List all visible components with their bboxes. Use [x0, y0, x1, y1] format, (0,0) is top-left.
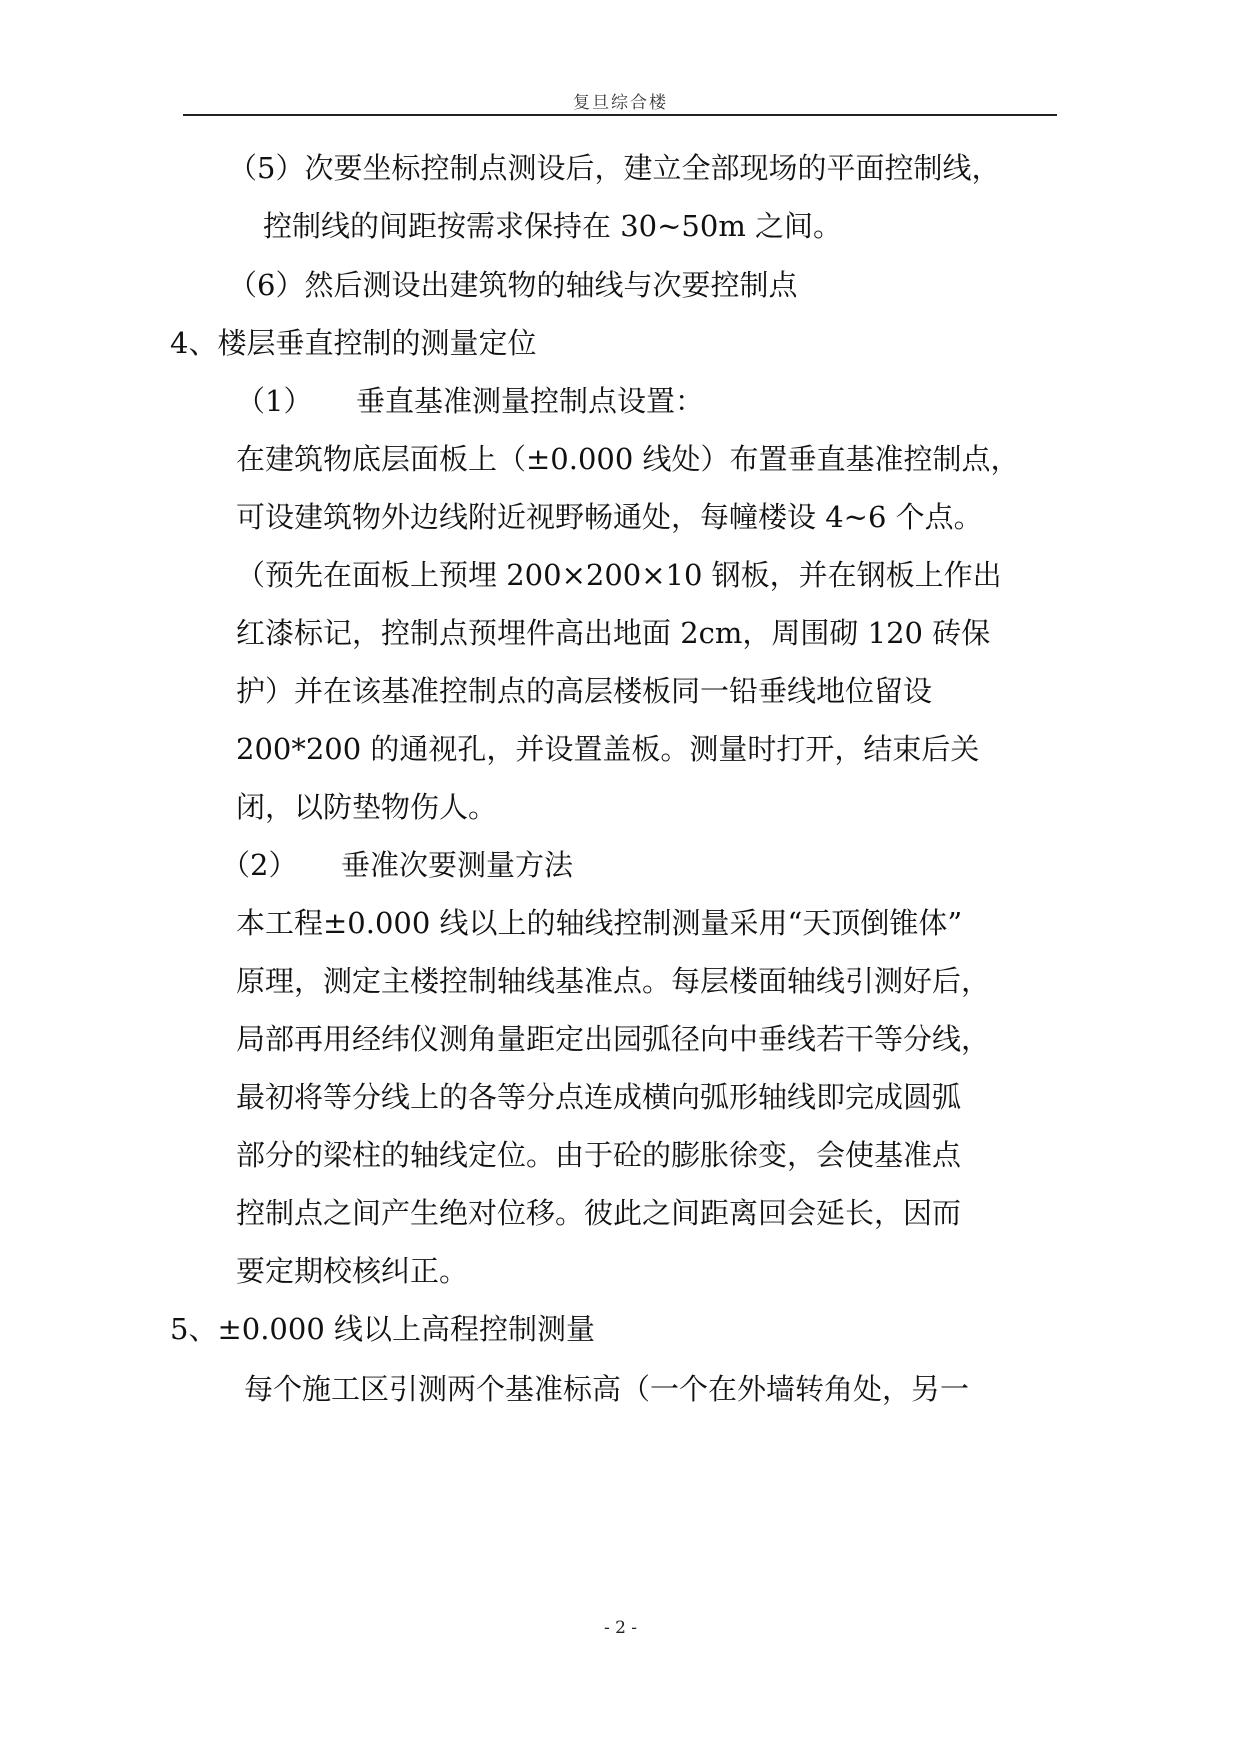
subsection-2-paragraph-line: 原理，测定主楼控制轴线基准点。每层楼面轴线引测好后，: [236, 964, 991, 998]
subsection-2-paragraph-line: 最初将等分线上的各等分点连成横向弧形轴线即完成圆弧: [236, 1080, 962, 1114]
subsection-1-paragraph-line: （预先在面板上预埋 200×200×10 钢板，并在钢板上作出: [236, 558, 1002, 592]
subsection-1-paragraph-line: 可设建筑物外边线附近视野畅通处，每幢楼设 4~6 个点。: [236, 500, 983, 534]
header-divider: [183, 114, 1057, 116]
running-header-title: 复旦综合楼: [573, 93, 668, 113]
subsection-2-heading: （2） 垂准次要测量方法: [221, 848, 573, 882]
subsection-2-paragraph-line: 部分的梁柱的轴线定位。由于砼的膨胀徐变，会使基准点: [236, 1138, 962, 1172]
section-5-paragraph-line: 每个施工区引测两个基准标高（一个在外墙转角处，另一: [244, 1372, 970, 1406]
section-5-heading: 5、±0.000 线以上高程控制测量: [170, 1312, 595, 1346]
subsection-1-paragraph-line: 200*200 的通视孔，并设置盖板。测量时打开，结束后关: [236, 732, 980, 766]
item-5-line-2: 控制线的间距按需求保持在 30~50m 之间。: [263, 209, 843, 243]
subsection-1-paragraph-line: 红漆标记，控制点预埋件高出地面 2cm，周围砌 120 砖保: [236, 616, 991, 650]
subsection-2-paragraph-line: 局部再用经纬仪测角量距定出园弧径向中垂线若干等分线，: [236, 1022, 991, 1056]
subsection-1-heading: （1） 垂直基准测量控制点设置：: [236, 384, 704, 418]
subsection-2-paragraph-line: 本工程±0.000 线以上的轴线控制测量采用“天顶倒锥体”: [236, 906, 963, 940]
subsection-2-paragraph-line: 控制点之间产生绝对位移。彼此之间距离回会延长，因而: [236, 1196, 962, 1230]
subsection-1-paragraph-line: 护）并在该基准控制点的高层楼板同一铅垂线地位留设: [236, 674, 933, 708]
subsection-2-paragraph-line: 要定期校核纠正。: [236, 1254, 469, 1288]
section-4-heading: 4、楼层垂直控制的测量定位: [170, 326, 537, 360]
subsection-1-paragraph-line: 闭，以防垫物伤人。: [236, 790, 498, 824]
item-5-line-1: （5）次要坐标控制点测设后，建立全部现场的平面控制线，: [228, 151, 1001, 185]
item-6: （6）然后测设出建筑物的轴线与次要控制点: [228, 268, 798, 302]
page-number: - 2 -: [603, 1618, 638, 1638]
subsection-1-paragraph-line: 在建筑物底层面板上（±0.000 线处）布置垂直基准控制点，: [236, 442, 1020, 476]
